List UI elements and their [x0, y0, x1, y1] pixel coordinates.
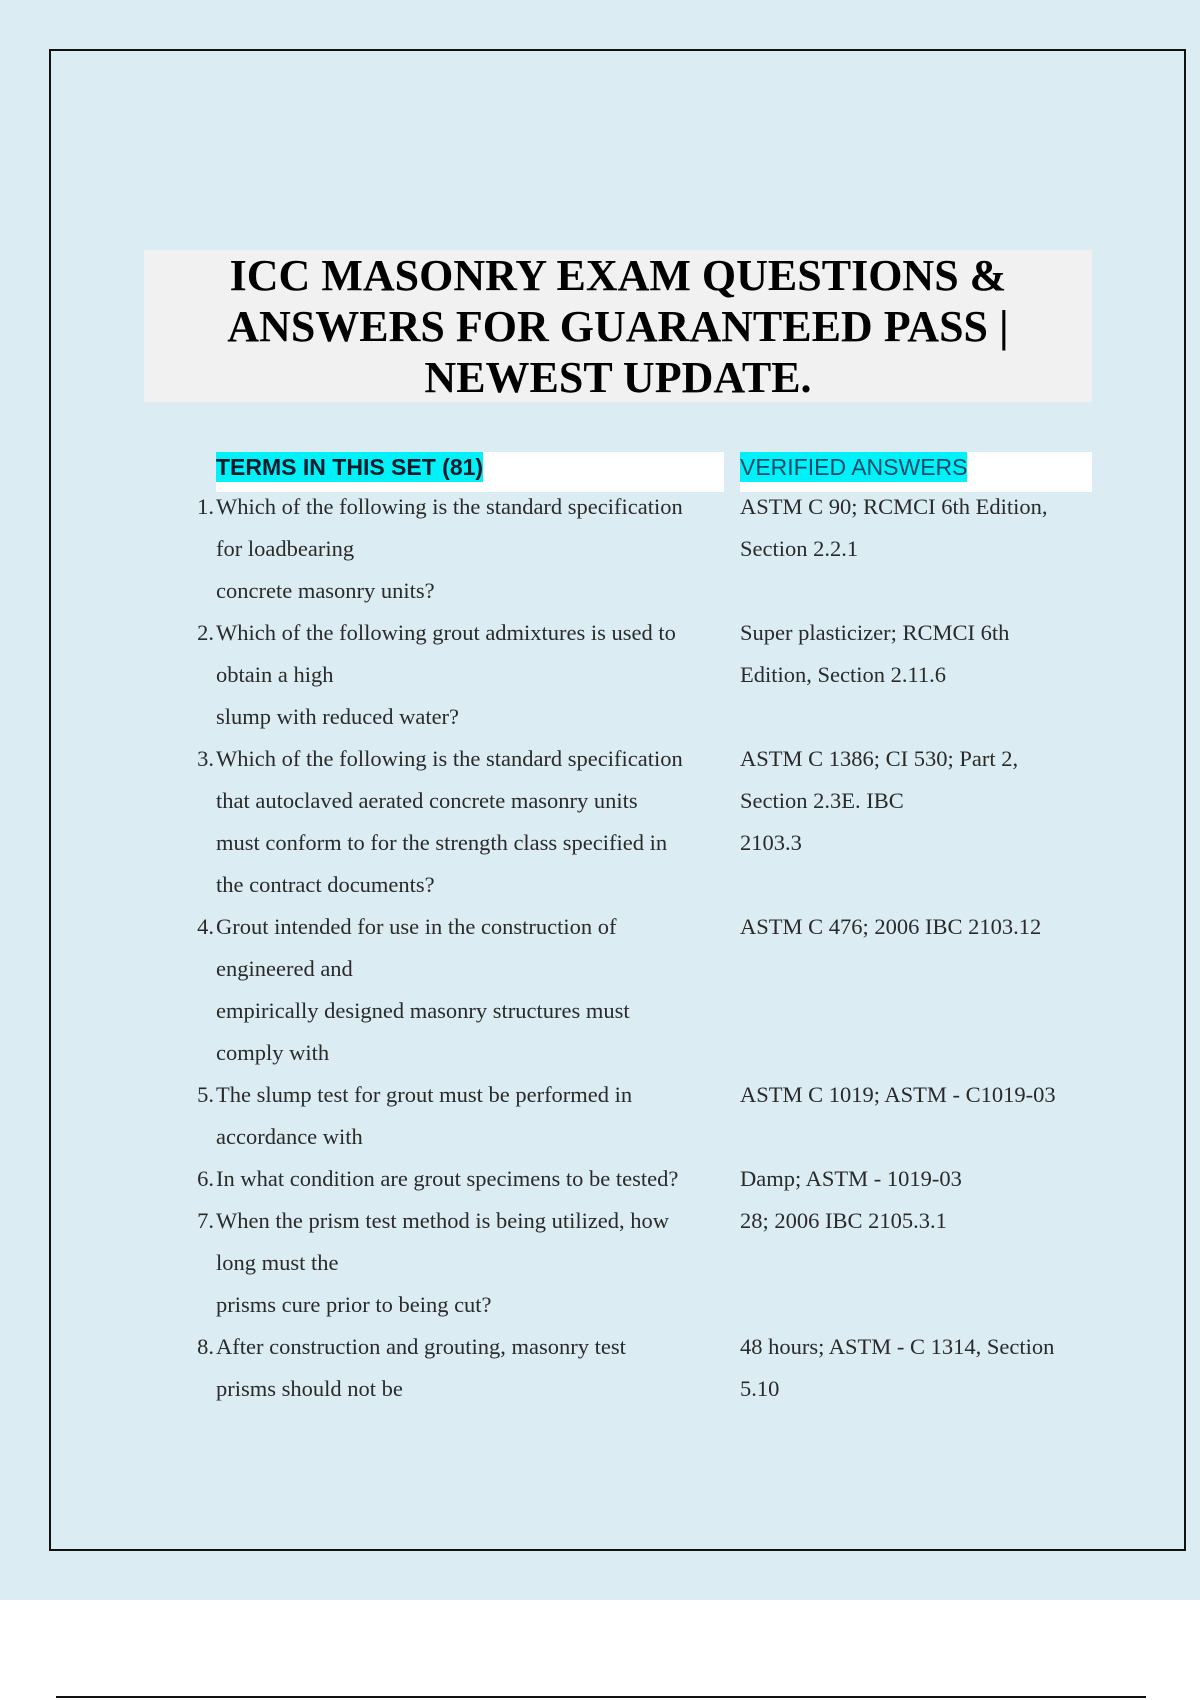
title-line: ANSWERS FOR GUARANTEED PASS | — [227, 302, 1009, 351]
answer — [740, 1200, 1090, 1242]
answer — [740, 1326, 1090, 1410]
terms-header-label: TERMS IN THIS SET (81) — [216, 454, 484, 480]
qa-item — [170, 906, 1100, 1074]
answer-line: ASTM C 476; 2006 IBC 2103.12 — [740, 914, 1042, 939]
document-title — [144, 250, 1092, 402]
question-line: When the prism test method is being utilized, how — [216, 1208, 670, 1233]
footer-divider — [56, 1696, 1146, 1698]
question — [216, 486, 740, 612]
question-line: long must the — [216, 1250, 339, 1275]
question-line: for loadbearing — [216, 536, 355, 561]
answer-line: 48 hours; ASTM - C 1314, Section — [740, 1334, 1055, 1359]
question-line: After construction and grouting, masonry test — [216, 1334, 626, 1359]
question-line: Which of the following is the standard specification — [216, 746, 683, 771]
question-line: obtain a high — [216, 662, 334, 687]
question-line: empirically designed masonry structures must — [216, 998, 630, 1023]
question — [216, 906, 740, 1074]
qa-item — [170, 1326, 1100, 1410]
item-number: 7. — [197, 1208, 214, 1233]
question-line: concrete masonry units? — [216, 578, 435, 603]
answer-line: 28; 2006 IBC 2105.3.1 — [740, 1208, 947, 1233]
item-number: 6. — [197, 1166, 214, 1191]
question-line: that autoclaved aerated concrete masonry units — [216, 788, 638, 813]
question-line: accordance with — [216, 1124, 363, 1149]
question-line: Which of the following is the standard specification — [216, 494, 683, 519]
question-line: the contract documents? — [216, 872, 435, 897]
answer — [740, 1074, 1090, 1116]
answer-line: ASTM C 1019; ASTM - C1019-03 — [740, 1082, 1056, 1107]
question — [216, 1074, 740, 1158]
answer — [740, 486, 1090, 570]
question — [216, 612, 740, 738]
question-line: slump with reduced water? — [216, 704, 460, 729]
answer — [740, 738, 1090, 864]
answer-line: Section 2.3E. IBC — [740, 788, 904, 813]
item-number: 2. — [197, 620, 214, 645]
answer-line: Damp; ASTM - 1019-03 — [740, 1166, 962, 1191]
item-number: 4. — [197, 914, 214, 939]
question — [216, 1158, 740, 1200]
question-line: In what condition are grout specimens to be tested? — [216, 1166, 679, 1191]
question — [216, 1200, 740, 1326]
answer-line: ASTM C 90; RCMCI 6th Edition, — [740, 494, 1048, 519]
qa-item — [170, 612, 1100, 738]
qa-item — [170, 1158, 1100, 1200]
answer-line: Edition, Section 2.11.6 — [740, 662, 947, 687]
answer-line: 2103.3 — [740, 830, 802, 855]
item-number: 3. — [197, 746, 214, 771]
item-number: 5. — [197, 1082, 214, 1107]
qa-list — [170, 486, 1100, 1410]
question — [216, 1326, 740, 1410]
qa-item — [170, 1074, 1100, 1158]
question — [216, 738, 740, 906]
item-number: 1. — [197, 494, 214, 519]
answer-line: Super plasticizer; RCMCI 6th — [740, 620, 1010, 645]
answer-line: Section 2.2.1 — [740, 536, 859, 561]
title-line: NEWEST UPDATE. — [424, 353, 812, 402]
answer — [740, 906, 1090, 948]
answer-line: 5.10 — [740, 1376, 780, 1401]
qa-item — [170, 738, 1100, 906]
question-line: Which of the following grout admixtures is used to — [216, 620, 676, 645]
answer — [740, 1158, 1090, 1200]
question-line: Grout intended for use in the construction of — [216, 914, 617, 939]
question-line: comply with — [216, 1040, 330, 1065]
item-number: 8. — [197, 1334, 214, 1359]
question-line: prisms cure prior to being cut? — [216, 1292, 492, 1317]
answer-line: ASTM C 1386; CI 530; Part 2, — [740, 746, 1019, 771]
question-line: prisms should not be — [216, 1376, 403, 1401]
question-line: The slump test for grout must be performed in — [216, 1082, 633, 1107]
answers-header-label: VERIFIED ANSWERS — [740, 454, 968, 480]
question-line: must conform to for the strength class specified in — [216, 830, 668, 855]
question-line: engineered and — [216, 956, 353, 981]
qa-item — [170, 1200, 1100, 1326]
answer — [740, 612, 1090, 696]
title-line: ICC MASONRY EXAM QUESTIONS & — [229, 251, 1007, 300]
qa-item — [170, 486, 1100, 612]
